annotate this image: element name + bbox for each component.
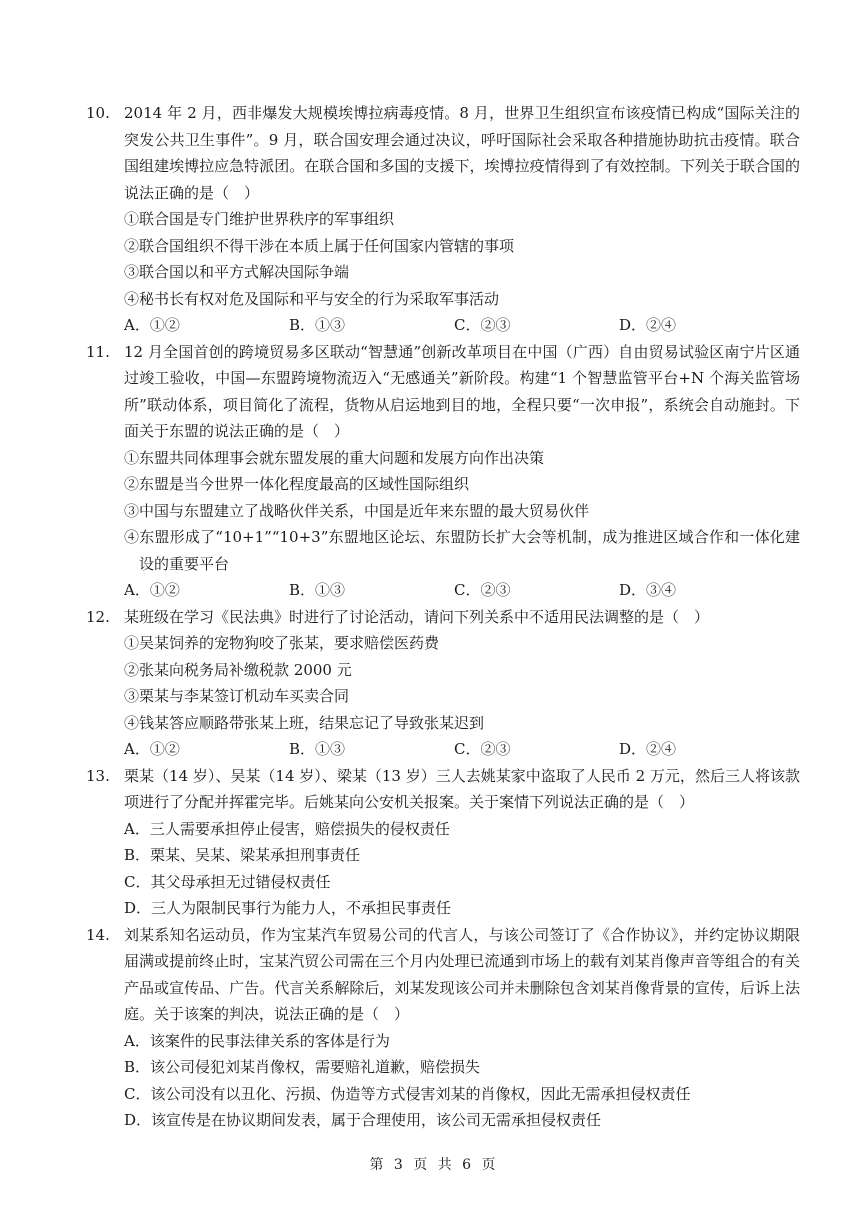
option-c: C．②③ [454, 740, 511, 758]
statement: ①东盟共同体理事会就东盟发展的重大问题和发展方向作出决策 [124, 448, 545, 467]
option-d: D．③④ [619, 581, 677, 599]
choice-c: C．其父母承担无过错侵权责任 [124, 872, 331, 891]
question-stem: 某班级在学习《民法典》时进行了讨论活动，请问下列关系中不适用民法调整的是（ ） [124, 607, 710, 626]
choice-b: B．栗某、吴某、梁某承担刑事责任 [124, 846, 361, 864]
question-10 [86, 100, 800, 339]
option-a: A．①② [124, 581, 180, 599]
question-body [124, 100, 800, 339]
statement: ④东盟形成了“10+1”“10+3”东盟地区论坛、东盟防长扩大会等机制，成为推进区域合作和一体化建设的重要平台 [124, 528, 800, 573]
question-body [124, 763, 800, 922]
question-stem: 2014 年 2 月，西非爆发大规模埃博拉病毒疫情。8 月，世界卫生组织宣布该疫情已构成“国际关注的突发公共卫生事件”。9 月，联合国安理会通过决议，呼吁国际社会采取各种措施协助抗击疫情。联合国组建埃博拉应急特派团。在联合国和多国的支援下，埃博拉疫情得到了有效控制。下列关于联合国的说法正确的是（ ） [124, 104, 800, 202]
choice-a: A．三人需要承担停止侵害，赔偿损失的侵权责任 [124, 819, 450, 838]
question-number: 14. [86, 925, 110, 944]
answer-options [124, 312, 800, 339]
option-d: D．②④ [619, 740, 677, 758]
question-13 [86, 763, 800, 922]
question-11 [86, 339, 800, 604]
question-stem: 栗某（14 岁）、吴某（14 岁）、梁某（13 岁）三人去姚某家中盗取了人民币 2 万元，然后三人将该款项进行了分配并挥霍完毕。后姚某向公安机关报案。关于案情下列说法正确的是（ ） [124, 766, 800, 811]
statement: ③栗某与李某签订机动车买卖合同 [124, 687, 350, 705]
choice-d: D．三人为限制民事行为能力人，不承担民事责任 [124, 899, 452, 917]
question-number: 12. [86, 607, 110, 626]
question-number: 11. [86, 342, 110, 361]
choice-c: C．该公司没有以丑化、污损、伪造等方式侵害刘某的肖像权，因此无需承担侵权责任 [124, 1084, 691, 1103]
option-c: C．②③ [454, 581, 511, 599]
choice-a: A．该案件的民事法律关系的客体是行为 [124, 1031, 390, 1050]
statement: ②东盟是当今世界一体化程度最高的区域性国际组织 [124, 475, 470, 493]
statement: ④秘书长有权对危及国际和平与安全的行为采取军事活动 [124, 289, 500, 308]
page-footer: 第 3 页 共 6 页 [369, 1157, 499, 1173]
option-d: D．②④ [619, 316, 677, 334]
statement: ③联合国以和平方式解决国际争端 [124, 263, 350, 281]
option-a: A．①② [124, 740, 180, 758]
option-a: A．①② [124, 316, 180, 334]
statement: ②联合国组织不得干涉在本质上属于任何国家内管辖的事项 [124, 236, 515, 255]
statement: ④钱某答应顺路带张某上班，结果忘记了导致张某迟到 [124, 713, 485, 732]
option-b: B．①③ [289, 581, 346, 599]
question-14 [86, 922, 800, 1134]
statement: ③中国与东盟建立了战略伙伴关系，中国是近年来东盟的最大贸易伙伴 [124, 501, 590, 520]
question-stem: 12 月全国首创的跨境贸易多区联动“智慧通”创新改革项目在中国（广西）自由贸易试验区南宁片区通过竣工验收，中国—东盟跨境物流迈入“无感通关”新阶段。构建“1 个智慧监管平台+N 个海关监管场所”联动体系，项目简化了流程，货物从启运地到目的地，全程只要“一次申报”，系统会自动施封。下面关于东盟的说法正确的是（ ） [124, 342, 800, 440]
statement: ①联合国是专门维护世界秩序的军事组织 [124, 210, 395, 228]
answer-options [124, 577, 800, 604]
question-12 [86, 604, 800, 763]
question-body [124, 339, 800, 604]
question-body [124, 604, 800, 763]
choice-b: B．该公司侵犯刘某肖像权，需要赔礼道歉，赔偿损失 [124, 1058, 481, 1076]
statement: ①吴某饲养的宠物狗咬了张某，要求赔偿医药费 [124, 634, 440, 652]
answer-options [124, 736, 800, 763]
choice-d: D．该宣传是在协议期间发表，属于合理使用，该公司无需承担侵权责任 [124, 1111, 602, 1129]
option-b: B．①③ [289, 316, 346, 334]
statement: ②张某向税务局补缴税款 2000 元 [124, 660, 352, 679]
option-c: C．②③ [454, 316, 511, 334]
question-number: 10. [86, 104, 110, 122]
question-body [124, 922, 800, 1134]
option-b: B．①③ [289, 740, 346, 758]
question-number: 13. [86, 766, 110, 785]
question-stem: 刘某系知名运动员，作为宝某汽车贸易公司的代言人，与该公司签订了《合作协议》，并约定协议期限届满或提前终止时，宝某汽贸公司需在三个月内处理已流通到市场上的载有刘某肖像声音等组合的有关产品或宣传品、广告。代言关系解除后，刘某发现该公司并未删除包含刘某肖像背景的宣传，后诉上法庭。关于该案的判决，说法正确的是（ ） [124, 925, 800, 1023]
